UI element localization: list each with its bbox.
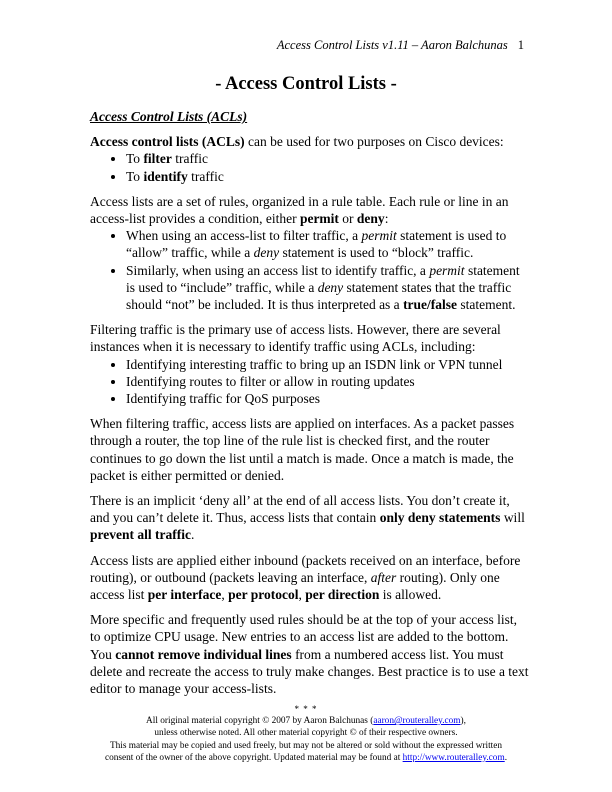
item-italic: deny [317, 279, 344, 295]
para-text: More specific and frequently used rules should be at the top of your access list, to optimize CPU usage. New entries to an access list are added to the bottom. You [90, 612, 518, 662]
para-text: , [298, 587, 306, 603]
item-italic: permit [429, 262, 465, 278]
item-text: statement states that the traffic should “not” be included. It is thus interpreted as a [126, 279, 512, 313]
para-text: from a numbered access list. You must delete and recreate the access to truly make changes. Best practice is to use a text editor to manage your access-lists. [90, 646, 529, 697]
item-italic: deny [253, 245, 280, 261]
item-text: To [126, 151, 144, 167]
para-text: There is an implicit ‘deny all’ at the end of all access lists. You don’t create it, and you can’t delete it. Thus, access lists that contain [90, 493, 510, 526]
para-text: or [338, 211, 357, 227]
intro-paragraph [90, 133, 530, 150]
rules-paragraph [90, 193, 530, 227]
email-link[interactable]: aaron@routeralley.com [373, 716, 461, 727]
para-bold: only deny statements [379, 510, 501, 526]
deny-term: deny [356, 211, 385, 227]
page-title: - Access Control Lists - [215, 74, 397, 94]
item-text: traffic [187, 168, 224, 184]
footer [0, 703, 612, 764]
implicit-deny-paragraph [90, 492, 530, 544]
para-text: routing). Only one access list [90, 569, 500, 603]
para-text: will [500, 510, 525, 526]
footer-text: ), [460, 716, 466, 727]
footer-line: This material may be copied and used freely, but may not be altered or sold without the expressed written [109, 740, 503, 751]
list-item [126, 227, 530, 261]
list-item [126, 168, 530, 185]
footer-line: unless otherwise noted. All other material copyright © of their respective owners. [154, 728, 458, 739]
item-text: Similarly, when using an access list to identify traffic, a [126, 262, 430, 278]
item-text: traffic [171, 151, 209, 167]
para-bold: prevent all traffic [90, 527, 191, 543]
item-italic: permit [361, 228, 397, 244]
footer-text: consent of the owner of the above copyright. Updated material may be found at [104, 752, 403, 763]
para-bold: per direction [305, 587, 380, 603]
acl-term: Access control lists (ACLs) [90, 134, 245, 150]
rules-list [90, 227, 530, 313]
para-text: , [221, 587, 229, 603]
list-item: • Identifying interesting traffic to bring up an ISDN link or VPN tunnel [126, 356, 530, 373]
list-item [126, 262, 530, 314]
filtering-paragraph: Filtering traffic is the primary use of access lists. However, there are several instances when it is necessary to identify traffic using ACLs, including: [90, 322, 501, 355]
list-item: • Identifying traffic for QoS purposes [126, 390, 530, 407]
list-item: • Identifying routes to filter or allow in routing updates [126, 373, 530, 390]
identify-list [90, 356, 530, 408]
section-title: Access Control Lists (ACLs) [90, 109, 248, 124]
item-bold: identify [143, 168, 188, 184]
para-text: . [190, 527, 195, 543]
direction-paragraph [90, 552, 530, 604]
para-text: is allowed. [379, 587, 442, 603]
list-item [126, 150, 530, 167]
para-bold: per interface [147, 587, 222, 603]
item-bold: filter [143, 151, 172, 167]
footer-text: All original material copyright © 2007 by Aaron Balchunas ( [146, 716, 374, 727]
item-text: To [126, 168, 144, 184]
intro-rest: can be used for two purposes on Cisco devices: [244, 134, 504, 150]
document-body [90, 108, 530, 705]
para-italic: after [370, 569, 397, 585]
website-link[interactable]: http://www.routeralley.com [402, 752, 505, 763]
item-text: When using an access-list to filter traffic, a [126, 228, 362, 244]
para-text: Access lists are applied either inbound (packets received on an interface, before routing), or outbound (packets leaving an interface, [90, 552, 521, 585]
footer-line [0, 715, 612, 727]
para-text: : [384, 211, 389, 227]
item-text: statement is used to “block” traffic. [279, 245, 474, 261]
running-title: Access Control Lists v1.11 – Aaron Balchunas [276, 38, 508, 52]
item-bold: true/false [403, 297, 458, 313]
para-bold: cannot remove individual lines [115, 646, 292, 662]
best-practice-paragraph [90, 611, 530, 697]
item-text: statement is used to “include” traffic, while a [126, 262, 520, 295]
item-text: statement. [457, 297, 516, 313]
running-header [277, 38, 524, 53]
item-text: statement is used to “allow” traffic, while a [126, 228, 507, 261]
para-text: Access lists are a set of rules, organized in a rule table. Each rule or line in an access-list provides a condition, either [90, 193, 509, 227]
footer-separator: * * * [294, 704, 318, 714]
interfaces-paragraph: When filtering traffic, access lists are applied on interfaces. As a packet passes through a router, the top line of the rule list is checked first, and the router continues to go down the list until a match is made. Once a match is made, the packet is either permitted or denied. [90, 416, 515, 483]
permit-term: permit [299, 211, 339, 227]
purposes-list [90, 150, 530, 184]
page-number: 1 [517, 38, 524, 52]
footer-line [0, 752, 612, 764]
para-bold: per protocol [228, 587, 299, 603]
footer-text: . [504, 752, 508, 763]
